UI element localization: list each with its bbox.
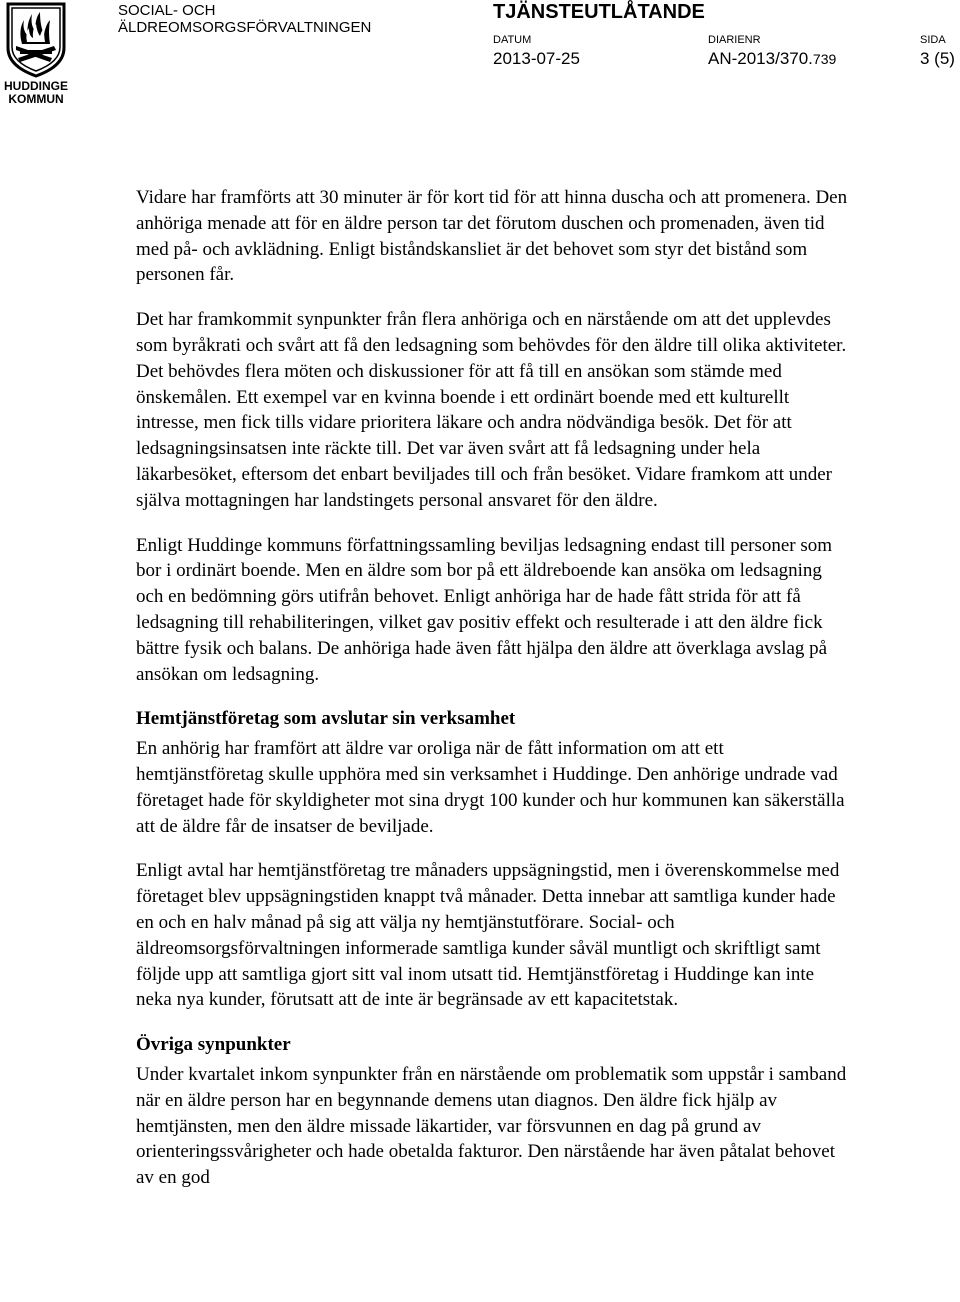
diarienr-label: DIARIENR — [708, 34, 761, 46]
diarienr-main: AN-2013/370. — [708, 49, 813, 68]
document-type: TJÄNSTEUTLÅTANDE — [493, 1, 705, 23]
logo-text — [0, 80, 72, 106]
date-label: DATUM — [493, 34, 532, 46]
paragraph-3: Enligt Huddinge kommuns författningssamling beviljas ledsagning endast till personer som bor i ordinärt boende. Men en äldre som bor på ett äldreboende kan ansöka om ledsagning och en bedömning görs utifrån behovet. Enligt anhöriga har de hade fått strida för att få ledsagning till rehabiliteringen, vilket gav positiv effekt och resulterade i att den äldre fick bättre fysik och balans. De anhöriga hade även fått hjälpa den äldre att överklaga avslag på ansökan om ledsagning. — [136, 534, 833, 685]
date-value: 2013-07-25 — [493, 49, 580, 68]
paragraph-4: En anhörig har framfört att äldre var oroliga när de fått information om att ett hemtjänstföretag skulle upphöra med sin verksamhet i Huddinge. Den anhörige undrade vad företaget hade för skyldigheter mot sina drygt 100 kunder och hur kommunen kan säkerställa att de äldre får de insatser de beviljade. — [136, 738, 845, 837]
paragraph-5: Enligt avtal har hemtjänstföretag tre månaders uppsägningstid, men i överenskommelse med företaget blev uppsägningstiden knappt två månader. Detta innebar att samtliga kunder hade en och en halv månad på sig att välja ny hemtjänstutförare. Social- och äldreomsorgsförvaltningen informerade samtliga kunder såväl muntligt och skriftligt samt följde upp att samtliga gjort sitt val inom utsatt tid. Hemtjänstföretag i Huddinge kan inte neka nya kunder, förutsatt att de inte är begränsade av ett kapacitetstak. — [136, 860, 840, 1011]
department-line2: ÄLDREOMSORGSFÖRVALTNINGEN — [118, 19, 372, 36]
municipal-crest-icon — [0, 0, 72, 80]
paragraph-2: Det har framkommit synpunkter från flera anhöriga och en närstående om att det upplevdes som byråkrati och svårt att få den ledsagning som behövdes för den äldre till olika aktiviteter. Det behövdes flera möten och diskussioner för att få till en ansökan som stämde med önskemålen. Ett exempel var en kvinna boende i ett ordinärt boende med ett kulturellt intresse, men fick tills vidare prioritera läkare och andra nödvändiga besök. Det för att ledsagningsinsatsen inte räckte till. Det var även svårt att få ledsagning under hela läkarbesöket, eftersom det enbart beviljades till och från besöket. Vidare framkom att under själva mottagningen har landstingets personal ansvaret för den äldre. — [136, 309, 847, 511]
diarienr-suffix: 739 — [812, 51, 837, 67]
department-line1: SOCIAL- OCH — [118, 2, 216, 19]
section-heading-ovriga-synpunkter: Övriga synpunkter — [136, 1034, 291, 1056]
page-number: 3 (5) — [920, 49, 955, 68]
paragraph-6: Under kvartalet inkom synpunkter från en närstående om problematik som uppstår i samband när en äldre person har en begynnande demens utan diagnos. Den äldre fick hjälp av hemtjänsten, men den äldre missade läkartider, var försvunnen en dag på grund av orienteringssvårigheter och hade obetalda fakturor. Den närstående har även påtalat behovet av en god — [136, 1063, 847, 1189]
department-name — [118, 2, 371, 36]
logo-text-line1: HUDDINGE — [3, 79, 68, 93]
diarienr-value — [708, 49, 836, 69]
page-label: SIDA — [920, 34, 946, 46]
paragraph-1: Vidare har framförts att 30 minuter är för kort tid för att hinna duscha och att promenera. Den anhöriga menade att för en äldre person tar det förutom duschen och promenaden, även tid med på- och avklädning. Enligt biståndskansliet är det behovet som styr det bistånd som personen får. — [136, 187, 848, 286]
section-heading-hemtjanstforetag: Hemtjänstföretag som avslutar sin verksamhet — [136, 708, 516, 730]
logo-text-line2: KOMMUN — [8, 92, 64, 106]
huddinge-logo — [0, 0, 72, 110]
document-body — [136, 185, 848, 1210]
